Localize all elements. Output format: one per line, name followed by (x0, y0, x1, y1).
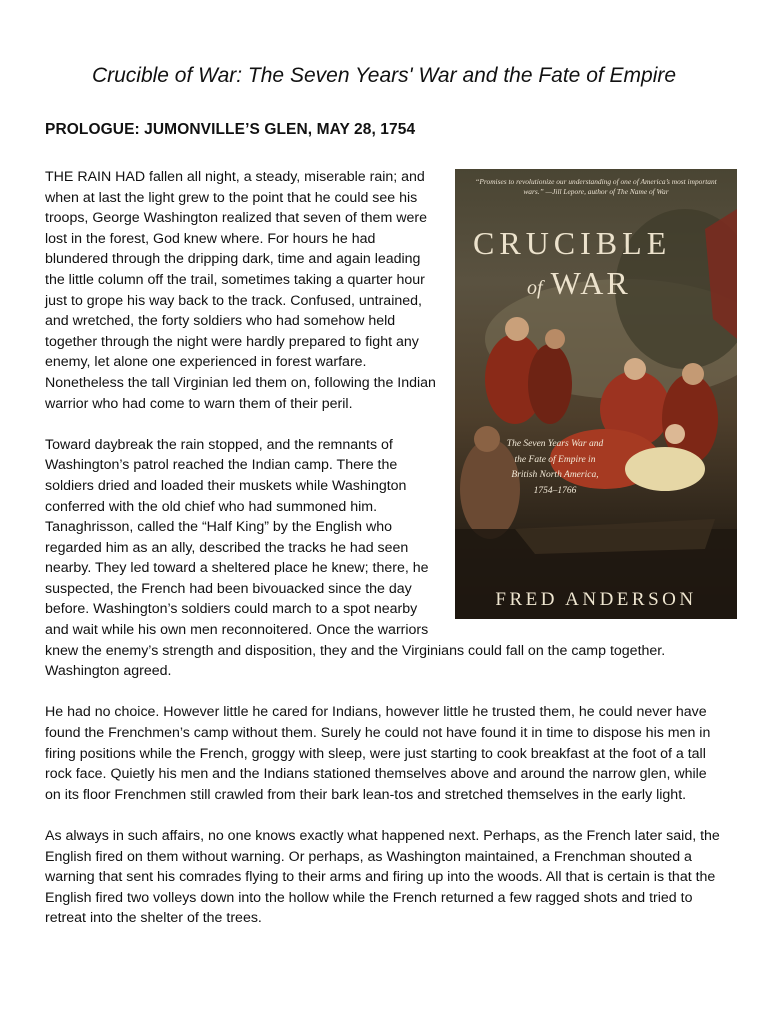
cover-subtitle: The Seven Years War and the Fate of Empire in British North America, 1754–1766 (506, 439, 604, 496)
paragraph: He had no choice. However little he cared for Indians, however little he trusted them, he could never have found the Frenchmen’s camp without them. Surely he could not have found it in time to dispose his men in firing positions while the French, groggy with sleep, were just starting to cook breakfast at the foot of a tall rock face. Quietly his men and the Indians stationed themselves above and around the narrow glen, while on its floor Frenchmen still crawled from their bark lean-tos and stretched themselves in the early light. (45, 704, 711, 803)
chapter-heading: PROLOGUE: JUMONVILLE’S GLEN, MAY 28, 1754 (45, 121, 416, 138)
paragraph: Toward daybreak the rain stopped, and the remnants of Washington’s patrol reached the Indian camp. There the soldiers dried and loaded their muskets while Washington conferred with the old chief who had summoned him. Tanaghrisson, called the “Half King” by the English who regarded him as an ally, described the tracks he had seen nearby. They led toward a sheltered place he knew; there, he suspected, the French had been bivouacked since the day before. Washington’s soldiers could march to a spot nearby and wait while his own men reconnoitered. Once the warriors knew the enemy’s strength and disposition, they and the Virginians could fall on the camp together. Washington agreed. (45, 436, 666, 680)
cover-author: FRED ANDERSON (495, 589, 697, 611)
book-cover-image (455, 169, 737, 619)
cover-blurb: “Promises to revolutionize our understanding of one of America’s most important wars.” —Jill Lepore, author of The Name of War (475, 177, 717, 196)
paragraph: THE RAIN HAD fallen all night, a steady, miserable rain; and when at last the light grew to the point that he could see his troops, George Washington realized that seven of them were lost in the forest, God knew where. For hours he had blundered through the dripping dark, time and again leading the little column off the trail, sometimes taking a quarter hour just to grope his way back to the track. Confused, untrained, and wretched, the forty soldiers who had somehow held together through the night were hardly prepared to fight any enemy, let alone one experienced in forest warfare. Nonetheless the tall Virginian led them on, following the Indian warrior who had come to warn them of their peril. (45, 169, 436, 412)
cover-title-line2 (527, 265, 631, 301)
page-title: Crucible of War: The Seven Years' War and the Fate of Empire (91, 64, 677, 87)
cover-title-of: of (527, 277, 543, 299)
cover-title-war: WAR (550, 265, 631, 301)
cover-title-line1: CRUCIBLE (473, 225, 672, 261)
paragraph: As always in such affairs, no one knows exactly what happened next. Perhaps, as the French later said, the English fired on them without warning. Or perhaps, as Washington maintained, a Frenchman shouted a warning that sent his comrades flying to their arms and firing up into the woods. All that is certain is that the English fired two volleys down into the hollow while the French returned a few ragged shots and tried to retreat into the shelter of the trees. (45, 828, 720, 927)
body-text (45, 167, 725, 950)
